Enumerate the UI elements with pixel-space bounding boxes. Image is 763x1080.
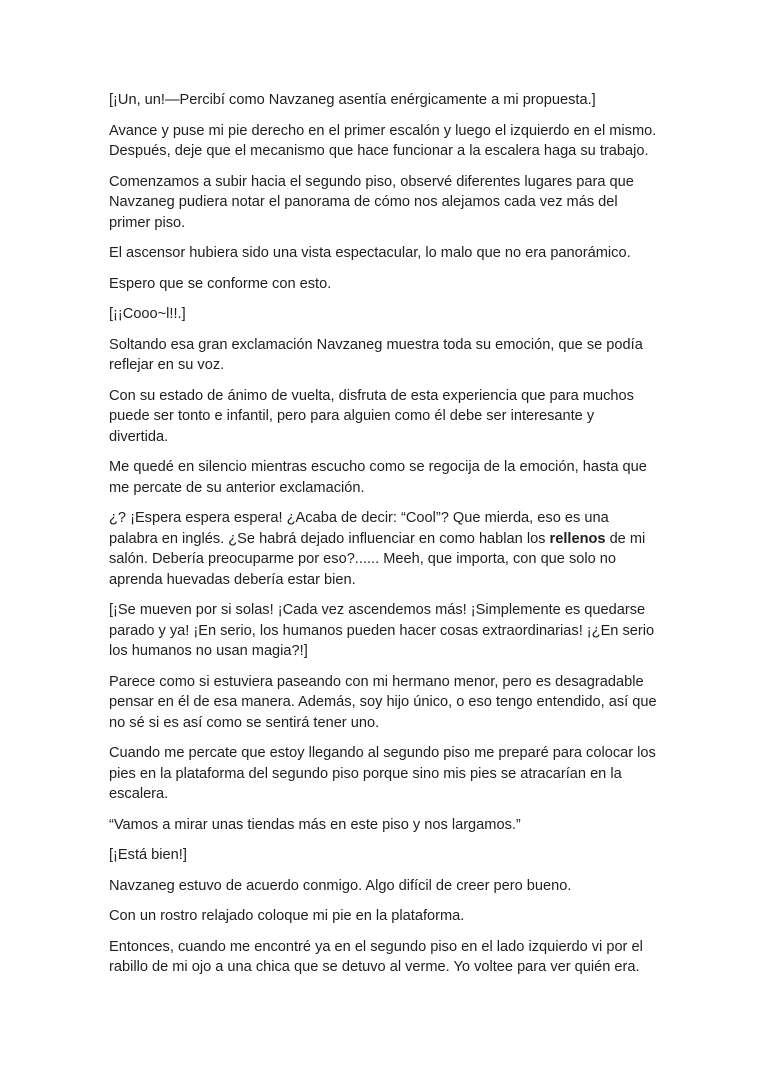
document-page <box>109 90 657 988</box>
paragraph: [¡Se mueven por si solas! ¡Cada vez ascendemos más! ¡Simplemente es quedarse parado y ya! ¡En serio, los humanos pueden hacer cosas extraordinarias! ¡¿En serio los humanos no usan magia?!] <box>109 602 655 659</box>
paragraph: El ascensor hubiera sido una vista espectacular, lo malo que no era panorámico. <box>109 245 631 261</box>
bold-word: rellenos <box>549 530 606 547</box>
paragraph: Me quedé en silencio mientras escucho como se regocija de la emoción, hasta que me percate de su anterior exclamación. <box>109 459 647 496</box>
paragraph: Cuando me percate que estoy llegando al segundo piso me preparé para colocar los pies en la plataforma del segundo piso porque sino mis pies se atracarían en la escalera. <box>109 745 656 802</box>
paragraph: Parece como si estuviera paseando con mi hermano menor, pero es desagradable pensar en él de esa manera. Además, soy hijo único, o eso tengo entendido, así que no sé si es así como se sentirá tener uno. <box>109 673 657 731</box>
paragraph: “Vamos a mirar unas tiendas más en este piso y nos largamos.” <box>109 816 521 833</box>
paragraph: Avance y puse mi pie derecho en el primer escalón y luego el izquierdo en el mismo. Después, deje que el mecanismo que hace funcionar a la escalera haga su trabajo. <box>109 122 657 159</box>
paragraph: [¡Está bien!] <box>109 847 187 863</box>
paragraph: [¡Un, un!—Percibí como Navzaneg asentía enérgicamente a mi propuesta.] <box>109 92 596 108</box>
paragraph-text: ¿? ¡Espera espera espera! ¿Acaba de decir: “Cool”? Que mierda, eso es una palabra en inglés. ¿Se habrá dejado influenciar en como hablan los <box>109 510 609 547</box>
paragraph-text: de mi salón. Debería preocuparme por eso?...... Meeh, que importa, con que solo no aprenda huevadas debería estar bien. <box>109 530 646 588</box>
paragraph: Con un rostro relajado coloque mi pie en la plataforma. <box>109 908 465 924</box>
paragraph: Con su estado de ánimo de vuelta, disfruta de esta experiencia que para muchos puede ser tonto e infantil, pero para alguien como él debe ser interesante y divertida. <box>109 387 634 445</box>
paragraph: Soltando esa gran exclamación Navzaneg muestra toda su emoción, que se podía reflejar en su voz. <box>109 336 643 373</box>
paragraph: Espero que se conforme con esto. <box>109 275 332 292</box>
paragraph: [¡¡Cooo~l!!.] <box>109 306 186 322</box>
paragraph-with-bold <box>109 508 657 590</box>
paragraph: Comenzamos a subir hacia el segundo piso, observé diferentes lugares para que Navzaneg pudiera notar el panorama de cómo nos alejamos cada vez más del primer piso. <box>109 173 634 231</box>
paragraph: Entonces, cuando me encontré ya en el segundo piso en el lado izquierdo vi por el rabillo de mi ojo a una chica que se detuvo al verme. Yo voltee para ver quién era. <box>109 938 643 975</box>
paragraph: Navzaneg estuvo de acuerdo conmigo. Algo difícil de creer pero bueno. <box>109 877 572 894</box>
